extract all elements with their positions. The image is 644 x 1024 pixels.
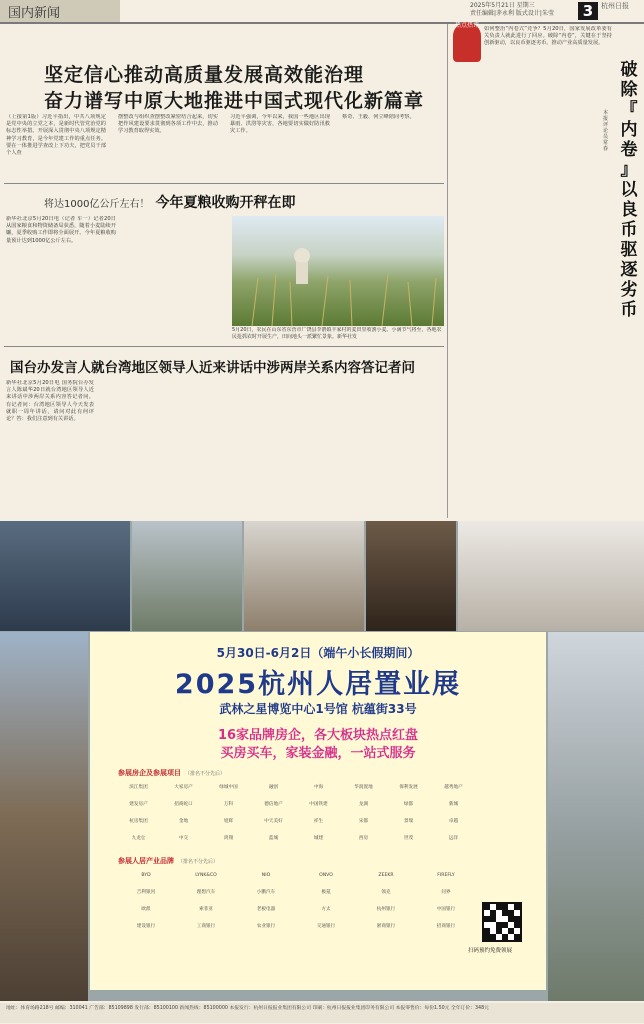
ad-photo-right-column xyxy=(548,632,644,1001)
sponsor-logo: 祥生 xyxy=(313,819,324,824)
sponsor-logo: 滨江集团 xyxy=(129,785,148,790)
sponsor-logo: 中天美好 xyxy=(264,819,283,824)
sponsor-logo: 越秀地产 xyxy=(444,785,463,790)
header-rule xyxy=(0,22,644,24)
developers-title: 参展房企及参展项目 xyxy=(118,769,181,777)
brands-heading xyxy=(118,856,218,866)
developers-heading xyxy=(118,768,225,778)
wheat-harvest-photo xyxy=(232,216,444,326)
sponsor-logo: 西房 xyxy=(358,836,369,841)
sponsor-logo: 小鹏汽车 xyxy=(256,890,276,895)
sponsor-logo: 问界 xyxy=(441,890,451,895)
sponsor-logo: 浙商银行 xyxy=(376,924,396,929)
sponsor-logo: 世茂 xyxy=(403,836,414,841)
sponsor-logo: 索菲亚 xyxy=(199,907,213,912)
sponsor-logo: 卓越 xyxy=(448,819,459,824)
sponsor-logo: 建发房产 xyxy=(129,802,148,807)
brands-title: 参展人居产业品牌 xyxy=(118,857,174,865)
commentary-byline: 本报评论员 常春 xyxy=(603,110,609,152)
ad-photo-interior xyxy=(366,521,456,631)
sponsor-logo: 中国铁建 xyxy=(309,802,328,807)
sponsor-logo: 保利发展 xyxy=(399,785,418,790)
title-char: 『 xyxy=(620,100,638,120)
sponsor-logo: 宋都 xyxy=(358,819,369,824)
article2-kicker: 将达1000亿公斤左右！ xyxy=(44,199,150,210)
sponsor-logo: 建设银行 xyxy=(136,924,156,929)
sponsor-logo: 中海 xyxy=(313,785,324,790)
sponsor-logo: 招商蛇口 xyxy=(174,802,193,807)
sponsor-logo: 欧派 xyxy=(141,907,151,912)
title-char: 币 xyxy=(620,300,638,320)
article3-col2 xyxy=(98,380,444,514)
sponsor-logo: 城建 xyxy=(313,836,324,841)
page-number: 3 xyxy=(578,2,598,20)
sponsor-logo: 农业银行 xyxy=(256,924,276,929)
sponsor-logo: 蓝城 xyxy=(268,836,279,841)
title-char: 劣 xyxy=(620,280,638,300)
sponsor-logo: 领克 xyxy=(381,890,391,895)
expo-info-panel xyxy=(90,632,546,990)
qr-code[interactable] xyxy=(482,902,522,942)
sponsor-logo: ONVO xyxy=(319,873,333,878)
article2-headline xyxy=(44,192,295,212)
expo-date: 5月30日-6月2日（端午小长假期间） xyxy=(216,646,420,660)
article3-title: 国台办发言人就台湾地区领导人近来讲话中涉两岸关系内容答记者问 xyxy=(10,360,415,376)
sponsor-logo: 工商银行 xyxy=(196,924,216,929)
divider xyxy=(4,346,444,347)
sponsor-logo: 新城 xyxy=(448,802,459,807)
title-char: 以 xyxy=(620,180,638,200)
article2-title: 今年夏粮收购开秤在即 xyxy=(155,195,296,211)
sponsor-logo: NIO xyxy=(261,873,271,878)
article2-col1: 新华社北京5月20日电（记者 车一）记者20日从国家粮食和物资储备局获悉，随着小麦陆续开镰，夏季收购工作即将全面展开。今年夏粮收购量预计达到1000亿公斤左右。 xyxy=(6,216,116,244)
issue-meta xyxy=(470,2,575,18)
section-label: 国内新闻 xyxy=(8,6,61,21)
sponsor-logo: 华润置地 xyxy=(354,785,373,790)
wheat-field-illustration xyxy=(232,216,444,326)
commentary-vertical-title xyxy=(616,60,642,320)
qr-caption: 扫码预约免费领展 xyxy=(468,948,513,954)
divider xyxy=(4,183,444,184)
page-footer: 地址：体育场路218号 邮编：310041 广告部：85109898 发行部：85100100 新闻热线：85100000 本报发行：杭州日报报业集团有限公司 印刷：杭州日报报业集团印务有限公司 本报零售价：每份1.50元 全年订价：348元 xyxy=(0,1003,644,1023)
ad-photo-left-column xyxy=(0,632,88,1001)
sponsor-logo: 老板电器 xyxy=(256,907,276,912)
expo-venue: 武林之星博览中心1号馆 杭蕴街33号 xyxy=(219,702,417,716)
sponsor-logo: 杭房集团 xyxy=(129,819,148,824)
article1-col2: 摆整改与组织查摆整改紧密结合起来，切实把作风建设要求贯彻到各项工作中去，推动学习教育取得实效。 xyxy=(118,114,218,135)
column-rule xyxy=(447,24,448,518)
sponsor-logo: 九龙仓 xyxy=(131,836,146,841)
sponsor-logo: 龙湖 xyxy=(358,802,369,807)
developer-logo-grid xyxy=(118,780,474,846)
sponsor-logo: FIREFLY xyxy=(437,873,455,878)
expo-advertisement xyxy=(0,521,644,1001)
paper-logo: 杭州日报 xyxy=(601,2,629,10)
title-char: 破 xyxy=(620,60,638,80)
sponsor-logo: ZEEKR xyxy=(378,873,394,878)
sponsor-logo: 方太 xyxy=(321,907,331,912)
sponsor-logo: BYD xyxy=(141,873,151,878)
article2-col2 xyxy=(120,216,225,340)
developers-note: （排名不分先后） xyxy=(185,771,226,777)
expo-slogan-2: 买房买车，家装金融，一站式服务 xyxy=(220,746,416,761)
sponsor-logo: 中国银行 xyxy=(436,907,456,912)
main-headline-line2: 奋力谱写中原大地推进中国式现代化新篇章 xyxy=(44,90,425,112)
sponsor-logo: 绿都 xyxy=(403,802,414,807)
sponsor-logo: 交通银行 xyxy=(316,924,336,929)
sponsor-logo: 中交 xyxy=(178,836,189,841)
expo-title: 2025杭州人居置业展 xyxy=(174,669,462,700)
article3-col1: 新华社北京5月20日电 国务院台办发言人陈斌华20日就台湾地区领导人近来讲话中涉两岸关系内容答记者问。有记者问：台湾地区领导人今天发表就职一周年讲话，请问对此有何评论？答：我们注意到有关讲话。 xyxy=(6,380,94,423)
section-tab xyxy=(0,0,120,22)
ad-photo-building-night xyxy=(0,521,130,631)
sponsor-logo: 远洋 xyxy=(448,836,459,841)
article1-col1: （上接第1版）习近平指出，中共八项规定是党中央的立党之本，是新时代管党治党的标志性举措。开展深入贯彻中央八项规定精神学习教育，是今年党建工作的重点任务。要在一体推进学查改上下功夫，把党员干部个人查 xyxy=(6,114,106,157)
title-char: 币 xyxy=(620,220,638,240)
ad-photo-villa xyxy=(132,521,242,631)
brands-note: （排名不分先后） xyxy=(178,859,219,865)
sponsor-logo: 融创 xyxy=(268,785,279,790)
ad-photo-lobby xyxy=(458,521,644,631)
expo-slogan-1: 16家品牌房企，各大板块热点红盘 xyxy=(217,728,419,743)
hot-comment-badge: 热点热评 xyxy=(453,22,481,62)
editor-credit: 责任编辑|茅永利 版式设计|朱莹 xyxy=(470,10,554,17)
sponsor-logo: 旭辉 xyxy=(223,819,234,824)
sponsor-logo: 招商银行 xyxy=(436,924,456,929)
sponsor-logo: 万科 xyxy=(223,802,234,807)
title-char: 』 xyxy=(620,160,638,180)
photo-caption: 5月20日，农民在山东省东营市广饶县李鹊镇丰家村的麦田里收割小麦。小满节气将至，各地农民抢抓农时开展生产，田间地头一派繁忙景象。新华社发 xyxy=(232,327,442,340)
sponsor-logo: 鸿翔 xyxy=(223,836,234,841)
sponsor-logo: 绿城中国 xyxy=(219,785,238,790)
sponsor-logo: 德信地产 xyxy=(264,802,283,807)
title-char: 良 xyxy=(620,200,638,220)
commentary-body: 如何整治“内卷式”竞争？5月20日，国家发展改革委有关负责人就此进行了回应。破除“内卷”，关键在于坚持创新驱动，以良币驱逐劣币，推动产业高质量发展。 xyxy=(484,26,612,47)
title-char: 内 xyxy=(620,120,638,140)
title-char: 除 xyxy=(620,80,638,100)
sponsor-logo: 吉利银河 xyxy=(136,890,156,895)
sponsor-logo: 金地 xyxy=(178,819,189,824)
ad-photo-facade xyxy=(244,521,364,631)
sponsor-logo: 杭州银行 xyxy=(376,907,396,912)
article1-col3: 习近平强调，今年以来，我国一些地区出现暴雨、洪涝等灾害，各地要切实做好防汛救灾工作。 xyxy=(230,114,330,135)
sponsor-logo: LYNK&CO xyxy=(195,873,217,878)
article1-col4: 蔡奇、王毅、何立峰陪同考察。 xyxy=(342,114,415,120)
sponsor-logo: 大家房产 xyxy=(174,785,193,790)
sponsor-logo: 景瑞 xyxy=(403,819,414,824)
sponsor-logo: 极氪 xyxy=(321,890,331,895)
title-char: 逐 xyxy=(620,260,638,280)
title-char: 卷 xyxy=(620,140,638,160)
sponsor-logo: 理想汽车 xyxy=(196,890,216,895)
issue-date: 2025年5月21日 星期三 xyxy=(470,2,535,9)
title-char: 驱 xyxy=(620,240,638,260)
brand-logo-grid xyxy=(118,868,474,934)
main-headline-line1: 坚定信心推动高质量发展高效能治理 xyxy=(44,64,365,86)
